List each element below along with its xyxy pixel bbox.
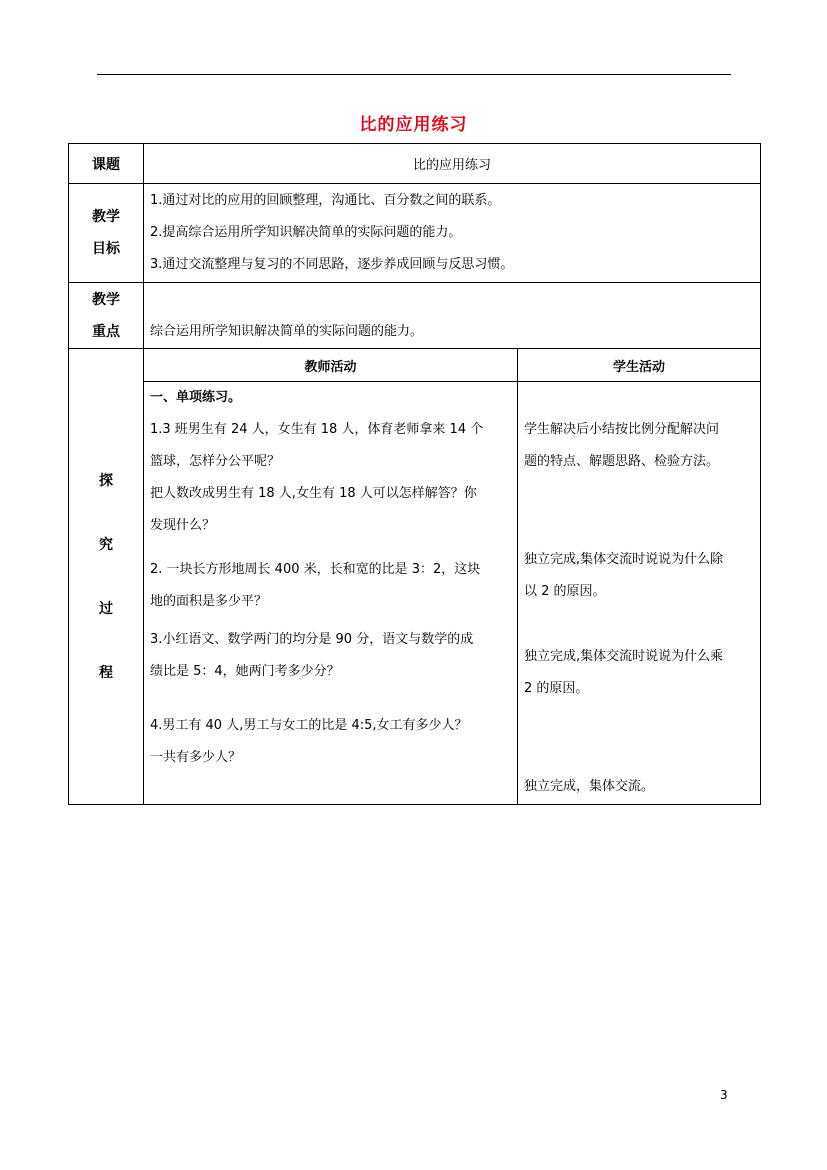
- goals-row: [69, 184, 761, 283]
- section-title: 一、单项练习。: [150, 390, 242, 405]
- goals-list: [144, 184, 761, 283]
- process-header-row: [69, 349, 761, 382]
- topic-value: 比的应用练习: [144, 144, 761, 184]
- student-note-1: 学生解决后小结按比例分配解决问: [524, 422, 720, 437]
- teacher-activity-header: 教师活动: [144, 349, 518, 382]
- lesson-plan-table: [68, 143, 761, 805]
- page-number: 3: [720, 1088, 728, 1102]
- process-label: 探 究 过 程: [69, 349, 144, 805]
- focus-value: 综合运用所学知识解决简单的实际问题的能力。: [144, 283, 761, 349]
- question-4: 4.男工有 40 人,男工与女工的比是 4:5,女工有多少人？: [150, 718, 468, 733]
- student-note-3: 独立完成,集体交流时说说为什么乘: [524, 649, 724, 664]
- teacher-activity-cell: 一、单项练习。 1.3 班男生有 24 人，女生有 18 人，体育老师拿来 14 个 篮球，怎样分公平呢？ 把人数改成男生有 18 人,女生有 18 人可以怎样解答？你 发现什么？ 2. 一块长方形地周长 400 米，长和宽的比是 3：2，这块 地的面积是多少平？ 3.小红语文、数学两门的均分是 90 分，语文与数学的成 绩比是 5：4，她两门考多少分？ 4.男工有 40 人,男工与女工的比是 4:5,女工有多少人？ 一共有多少人？: [144, 382, 518, 805]
- question-1: 1.3 班男生有 24 人，女生有 18 人，体育老师拿来 14 个: [150, 422, 484, 437]
- student-note-4: 独立完成，集体交流。: [524, 779, 655, 794]
- document-title: 比的应用练习: [359, 115, 468, 135]
- goal-item: 3.通过交流整理与复习的不同思路，逐步养成回顾与反思习惯。: [150, 257, 514, 272]
- goals-label: 教学 目标: [69, 184, 144, 283]
- topic-label: 课题: [69, 144, 144, 184]
- question-2: 2. 一块长方形地周长 400 米，长和宽的比是 3：2，这块: [150, 562, 481, 577]
- question-3: 3.小红语文、数学两门的均分是 90 分，语文与数学的成: [150, 632, 474, 647]
- header-rule: [97, 74, 731, 75]
- student-activity-header: 学生活动: [518, 349, 761, 382]
- goal-item: 1.通过对比的应用的回顾整理，沟通比、百分数之间的联系。: [150, 193, 501, 208]
- goal-item: 2.提高综合运用所学知识解决简单的实际问题的能力。: [150, 225, 462, 240]
- focus-label: 教学 重点: [69, 283, 144, 349]
- topic-row: [69, 144, 761, 184]
- student-activity-cell: 学生解决后小结按比例分配解决问 题的特点、解题思路、检验方法。 独立完成,集体交流时说说为什么除 以 2 的原因。 独立完成,集体交流时说说为什么乘 2 的原因。 独立完成，集体交流。: [518, 382, 761, 805]
- focus-row: [69, 283, 761, 349]
- student-note-2: 独立完成,集体交流时说说为什么除: [524, 552, 724, 567]
- process-content-row: [69, 382, 761, 805]
